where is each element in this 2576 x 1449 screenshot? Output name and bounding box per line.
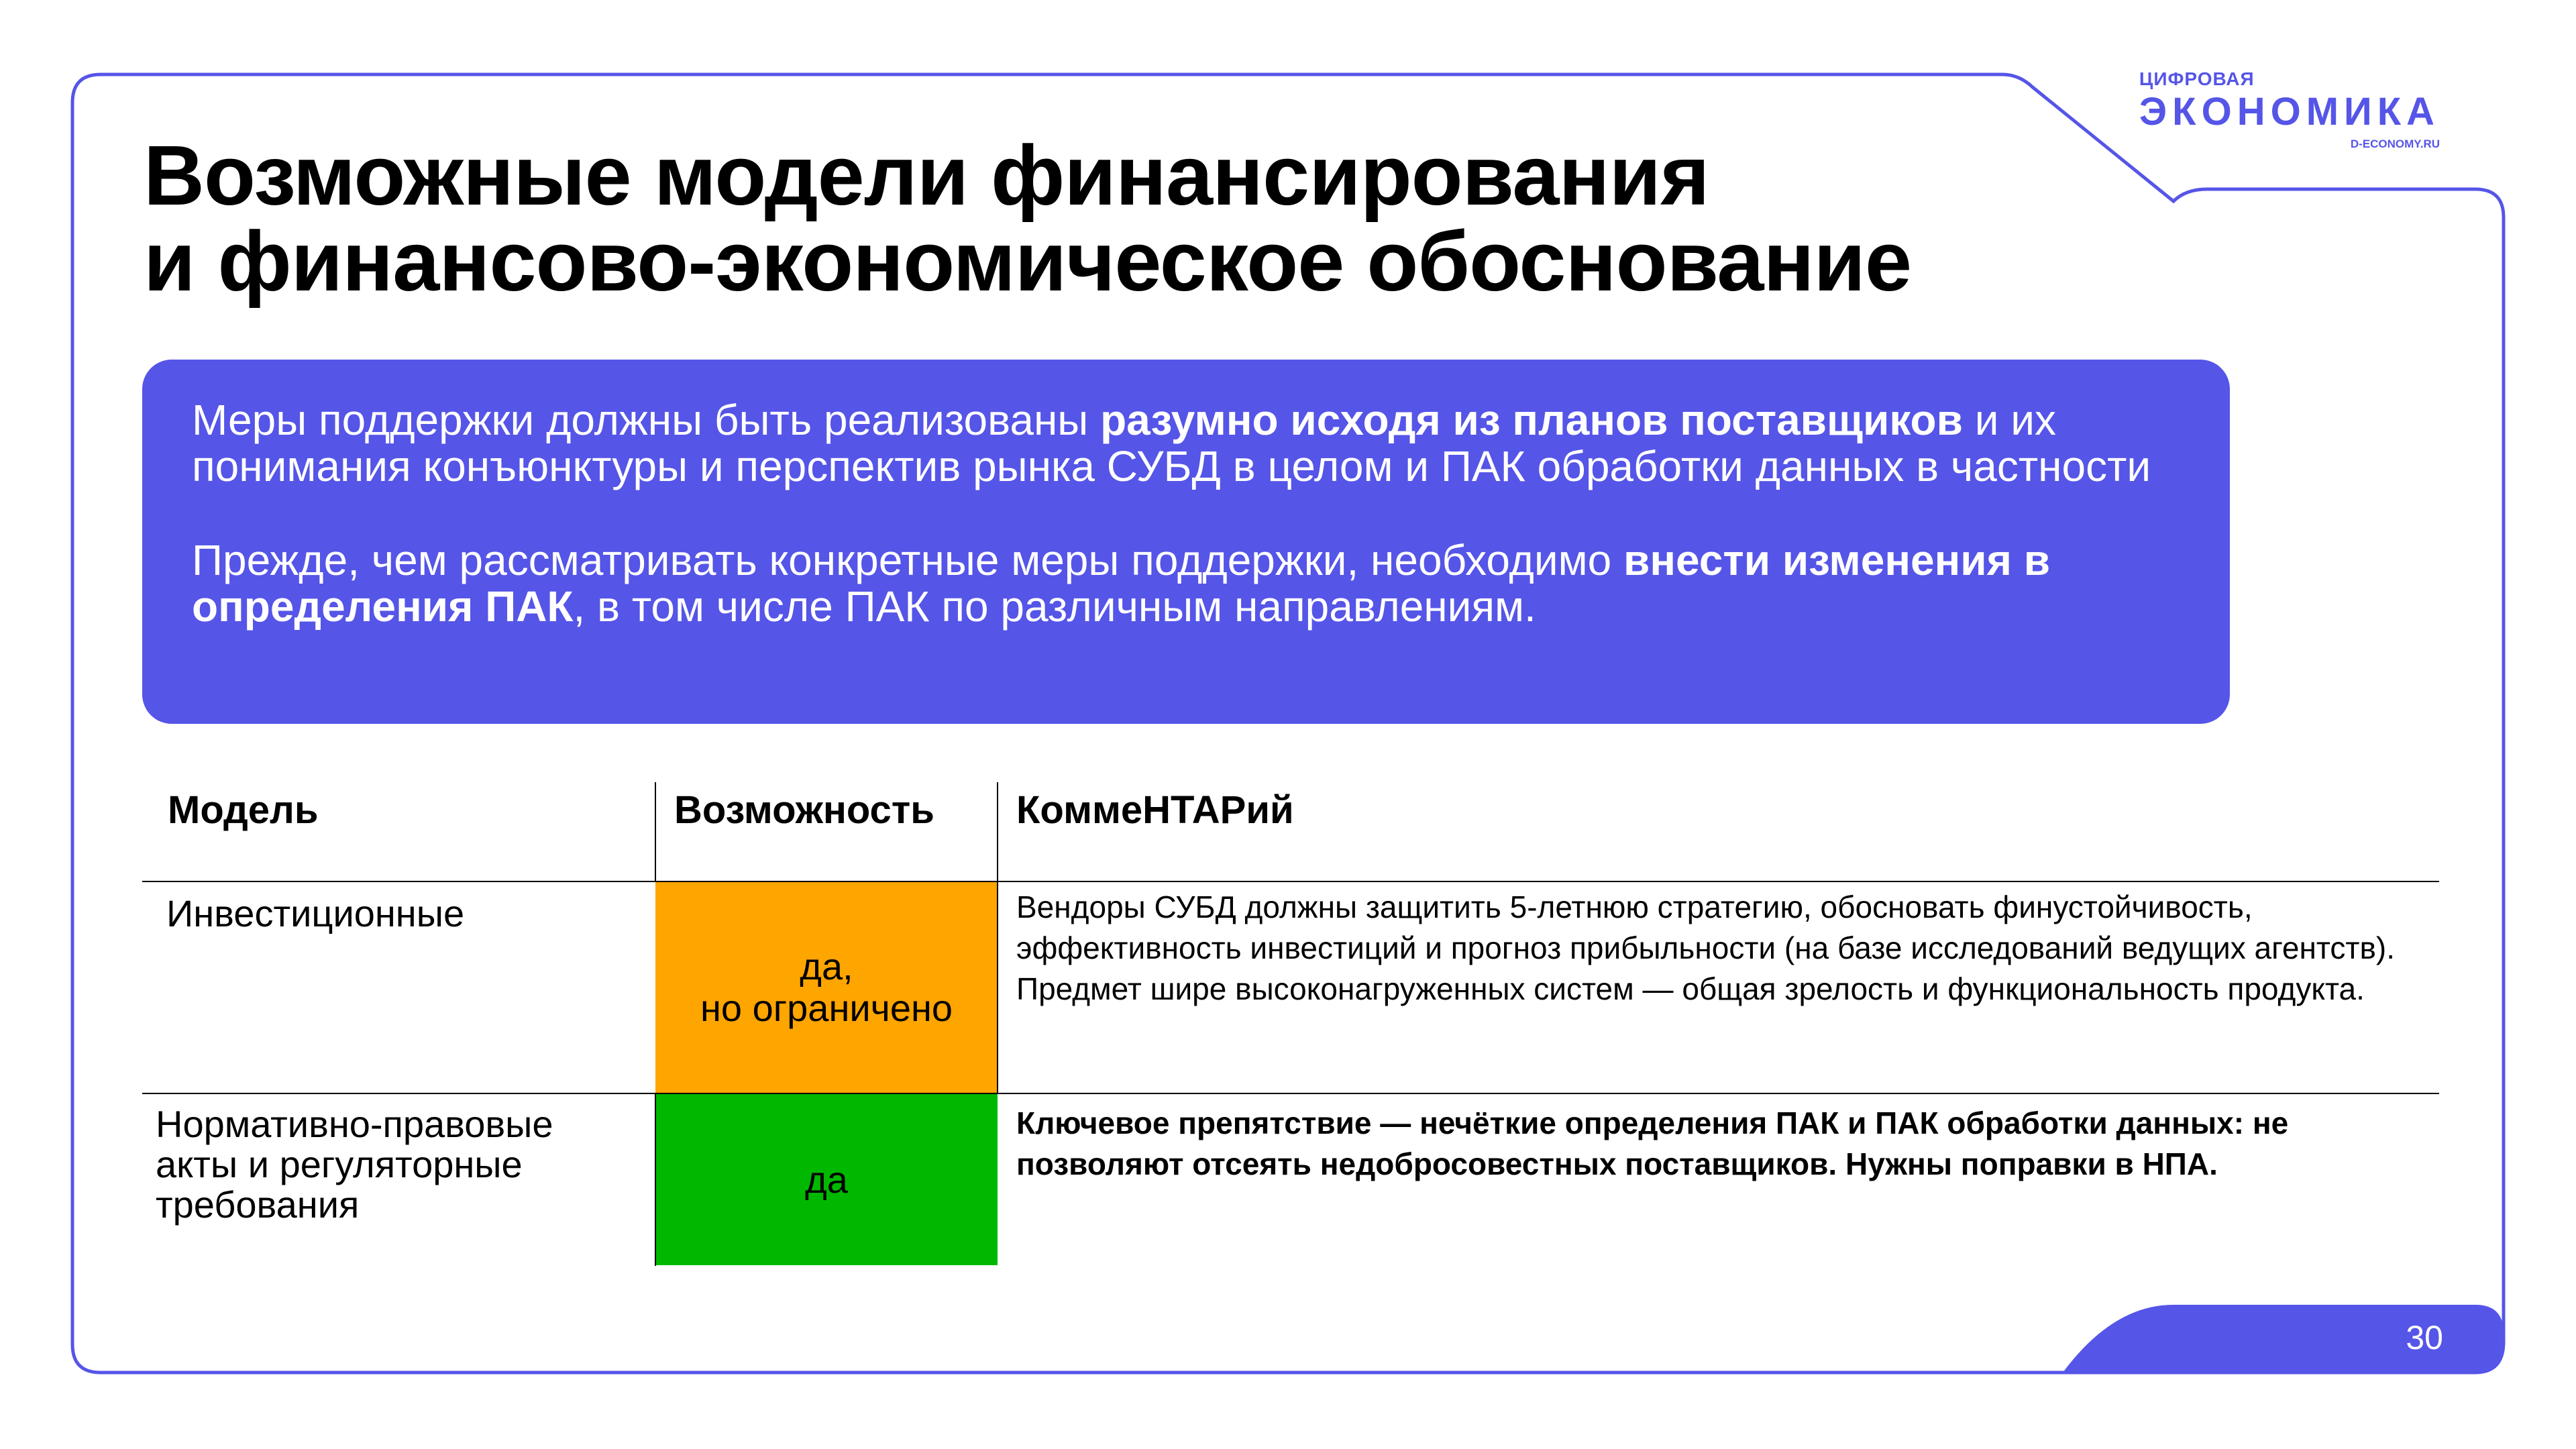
row-2-comment: Ключевое препятствие — нечёткие определения ПАК и ПАК обработки данных: не позволяют отсеять недобросовестных поставщиков. Нужны поправки в НПА. (1016, 1106, 2289, 1181)
row-2-possibility-line-1: да (805, 1158, 848, 1201)
title-line-1: Возможные модели финансирования (144, 128, 1709, 223)
column-divider (997, 881, 998, 1093)
callout-text: , в том числе ПАК по различным направлениям. (573, 582, 1536, 631)
row-1-possibility-line-2: но ограничено (700, 987, 953, 1029)
brand-url: D-ECONOMY.RU (2350, 137, 2440, 150)
callout-text: и их понимания конъюнктуры и перспектив рынка СУБД в целом и ПАК обработки данных в частности (192, 396, 2151, 490)
brand-small: ЦИФРОВАЯ (2139, 68, 2255, 89)
row-1-model: Инвестиционные (166, 892, 465, 934)
header-comment: КоммеНТАРий (1016, 788, 1294, 832)
callout-text: Меры поддержки должны быть реализованы (192, 396, 1101, 444)
callout-bold: разумно исходя из планов поставщиков (1100, 396, 1963, 444)
row-1-possibility (655, 882, 998, 1093)
callout-paragraph-1 (192, 397, 2180, 490)
row-1-possibility-line-1: да, (800, 945, 853, 987)
header-model: Модель (168, 788, 319, 832)
page-title (144, 128, 2156, 309)
header-possibility: Возможность (674, 788, 934, 832)
column-divider (655, 782, 656, 881)
callout-bold: внести изменения в определения ПАК (192, 536, 2051, 631)
row-divider (142, 1093, 2439, 1094)
callout-text: Прежде, чем рассматривать конкретные меры поддержки, необходимо (192, 536, 1623, 584)
row-1-comment: Вендоры СУБД должны защитить 5-летнюю стратегию, обосновать финустойчивость, эффективность инвестиций и прогноз прибыльности (на базе исследований ведущих агентств). Предмет шире высоконагруженных систем — общая зрелость и функциональность продукта. (1016, 890, 2396, 1006)
row-divider (142, 881, 2439, 882)
brand-big: ЭКОНОМИКА (2139, 90, 2440, 133)
row-2-possibility (655, 1094, 998, 1265)
brand-logo (2139, 68, 2440, 151)
page-number: 30 (2406, 1319, 2443, 1356)
row-2-model: Нормативно-правовые акты и регуляторные требования (156, 1103, 553, 1226)
column-divider (997, 782, 998, 881)
callout-paragraph-2 (192, 537, 2180, 630)
callout-box (142, 360, 2230, 724)
title-line-2: и финансово-экономическое обоснование (144, 214, 1912, 309)
column-divider (655, 1094, 656, 1266)
